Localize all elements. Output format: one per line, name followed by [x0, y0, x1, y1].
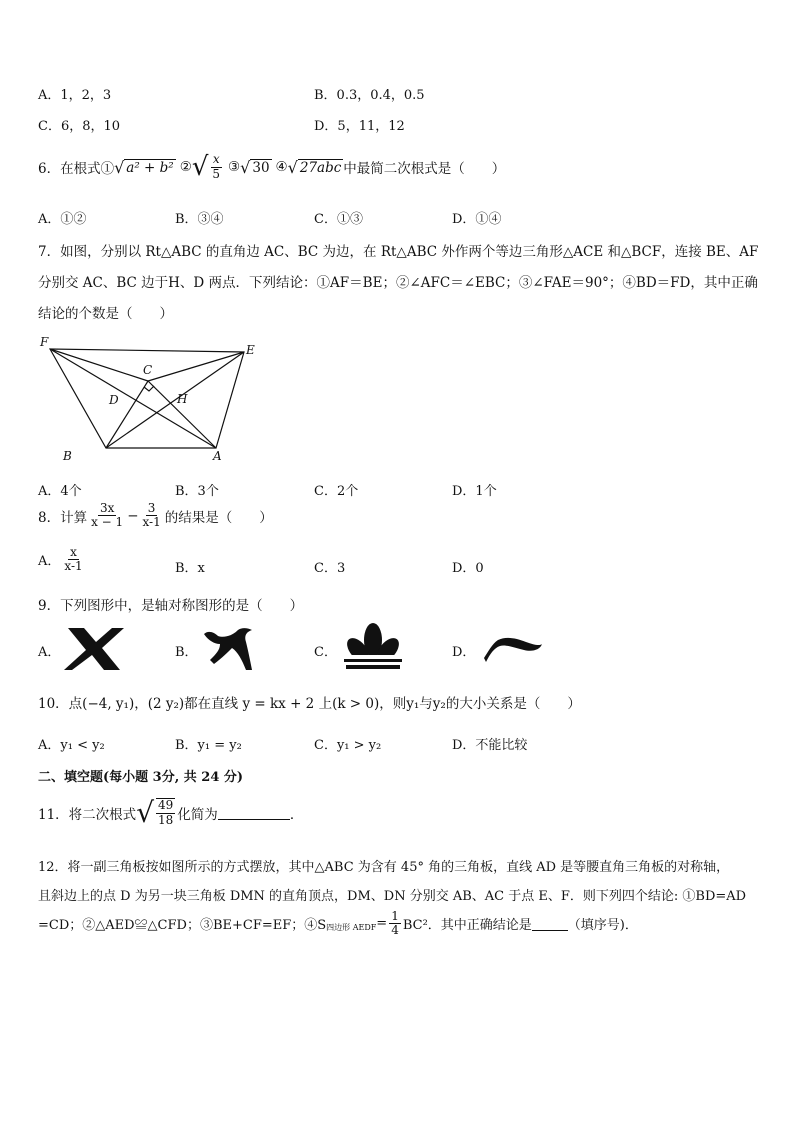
q12-frac-den: 4 [391, 923, 399, 938]
radical-icon: √ [191, 152, 209, 182]
q7-option-c: C．2个 [314, 484, 359, 499]
q6-marker-2: ② [179, 159, 192, 175]
q9-label-b: B． [175, 645, 198, 660]
q8-opt-a-num: x [70, 545, 77, 559]
q10-option-c: C．y₁ > y₂ [314, 738, 382, 753]
q6-r2-num: x [212, 152, 220, 167]
q8-f1-num: 3x [99, 501, 115, 515]
x-logo-icon [62, 626, 126, 672]
q6-option-d: D．①④ [452, 212, 502, 227]
q10-text: 10．点(−4, y₁)，(2 y₂)都在直线 y = kx + 2 上(k > 0)，则y₁与y₂的大小关系是（ ） [38, 696, 581, 712]
q6-option-b: B．③④ [175, 212, 224, 227]
q11-answer-blank [218, 805, 290, 820]
radical-icon: √ [287, 157, 298, 177]
puma-logo-icon [202, 626, 254, 672]
q8-option-a-label: A． [38, 554, 61, 570]
q7-option-a: A．4个 [38, 484, 82, 499]
q6-prefix: 6．在根式① [38, 161, 115, 177]
q7-label-D: D [109, 393, 119, 407]
q7-line-FA [50, 349, 216, 448]
q12-line-3 [38, 910, 638, 937]
q8-option-a [38, 546, 87, 573]
q12-subscript: 四边形 AEDF [326, 923, 377, 933]
q8-f1-den: x − 1 [91, 515, 124, 530]
q8-opt-a-den: x-1 [64, 559, 83, 574]
q7-label-C: C [143, 363, 153, 377]
q6-option-a: A．①② [38, 212, 87, 227]
q12-answer-blank [532, 916, 568, 931]
q8-f2-num: 3 [147, 501, 156, 515]
q7-option-d: D．1个 [452, 484, 497, 499]
q10-option-d: D．不能比较 [452, 738, 528, 753]
q7-option-b: B．3个 [175, 484, 219, 499]
q7-label-E: E [246, 343, 255, 357]
q9-text: 9．下列图形中，是轴对称图形的是（ ） [38, 598, 304, 614]
q12-line-3-c: （填序号)． [567, 918, 638, 934]
q5-option-c: C．6，8，10 [38, 119, 121, 134]
q12-frac-num: 1 [391, 909, 399, 923]
question-11 [38, 796, 303, 829]
q8-fraction-1 [89, 502, 125, 529]
q7-line-2: 分别交 AC、BC 边于H、D 两点．下列结论：①AF＝BE；②∠AFC＝∠EBC；③∠FAE＝90°；④BD＝FD，其中正确 [38, 275, 758, 291]
q7-label-A: A [213, 449, 222, 463]
q8-option-a-fraction [62, 546, 84, 573]
q8-minus: − [127, 507, 139, 524]
radical-icon: √ [240, 157, 251, 177]
q8-f2-den: x-1 [142, 515, 161, 530]
q7-label-B: B [63, 449, 72, 463]
q7-line-EC [148, 352, 244, 381]
q6-radical-4: 27abc [299, 159, 342, 176]
q7-right-angle-mark [144, 386, 154, 391]
section-2-heading: 二、填空题(每小题 3分, 共 24 分) [38, 770, 244, 785]
q8-option-c: C．3 [314, 561, 346, 576]
q11-den: 18 [158, 812, 174, 827]
q6-marker-3: ③ [228, 159, 241, 175]
q7-label-F: F [40, 335, 49, 349]
q9-label-c: C． [314, 645, 337, 660]
q11-suffix: 化简为 [177, 806, 218, 823]
q6-option-c: C．①③ [314, 212, 363, 227]
radical-icon: √ [114, 157, 125, 177]
q7-label-H: H [177, 392, 188, 406]
q6-radical-2 [210, 153, 222, 180]
q5-option-a: A．1，2，3 [38, 88, 112, 103]
q12-equals: = [376, 916, 388, 932]
q5-option-b: B．0.3，0.4，0.5 [314, 88, 425, 103]
question-8 [38, 502, 273, 529]
swoosh-logo-icon [482, 630, 544, 664]
adidas-trefoil-icon [340, 622, 406, 672]
q12-line-3-b: BC²．其中正确结论是 [402, 918, 532, 934]
q8-option-d: D．0 [452, 561, 484, 576]
q6-marker-4: ④ [275, 159, 288, 175]
q6-r2-den: 5 [212, 166, 221, 181]
q11-end: ． [289, 806, 304, 823]
q10-option-b: B．y₁ = y₂ [175, 738, 242, 753]
q11-fraction [156, 798, 175, 826]
q8-suffix: 的结果是（ ） [164, 509, 273, 526]
radical-icon: √ [136, 796, 155, 829]
q12-line-2: 且斜边上的点 D 为另一块三角板 DMN 的直角顶点，DM、DN 分别交 AB、AC 于点 E、F．则下列四个结论: ①BD=AD [38, 889, 747, 904]
q8-option-b: B．x [175, 561, 205, 576]
q11-prefix: 11．将二次根式 [38, 806, 137, 823]
question-6 [38, 152, 505, 182]
q7-figure [36, 334, 266, 464]
q12-line-1: 12．将一副三角板按如图所示的方式摆放，其中△ABC 为含有 45° 角的三角板，直线 AD 是等腰直角三角板的对称轴， [38, 860, 730, 875]
q6-suffix: 中最简二次根式是（ ） [343, 161, 506, 177]
q9-label-a: A． [38, 645, 61, 660]
q7-line-1: 7．如图，分别以 Rt△ABC 的直角边 AC、BC 为边，在 Rt△ABC 外作两个等边三角形△ACE 和△BCF，连接 BE、AF [38, 244, 759, 260]
q6-radical-1: a² + b² [126, 159, 174, 176]
q8-prefix: 8．计算 [38, 509, 88, 526]
q12-fraction [389, 910, 401, 937]
q12-line-3-a: =CD；②△AED≌△CFD；③BE+CF=EF；④S [38, 918, 327, 934]
q8-fraction-2 [141, 502, 163, 529]
q7-line-3: 结论的个数是（ ） [38, 306, 173, 322]
q6-radical-3: 30 [252, 159, 270, 176]
q10-option-a: A．y₁ < y₂ [38, 738, 105, 753]
q5-option-d: D．5，11，12 [314, 119, 405, 134]
q7-line-BC [106, 381, 148, 448]
q11-num: 49 [158, 798, 174, 813]
q9-label-d: D． [452, 645, 476, 660]
q7-line-EB [106, 352, 244, 448]
